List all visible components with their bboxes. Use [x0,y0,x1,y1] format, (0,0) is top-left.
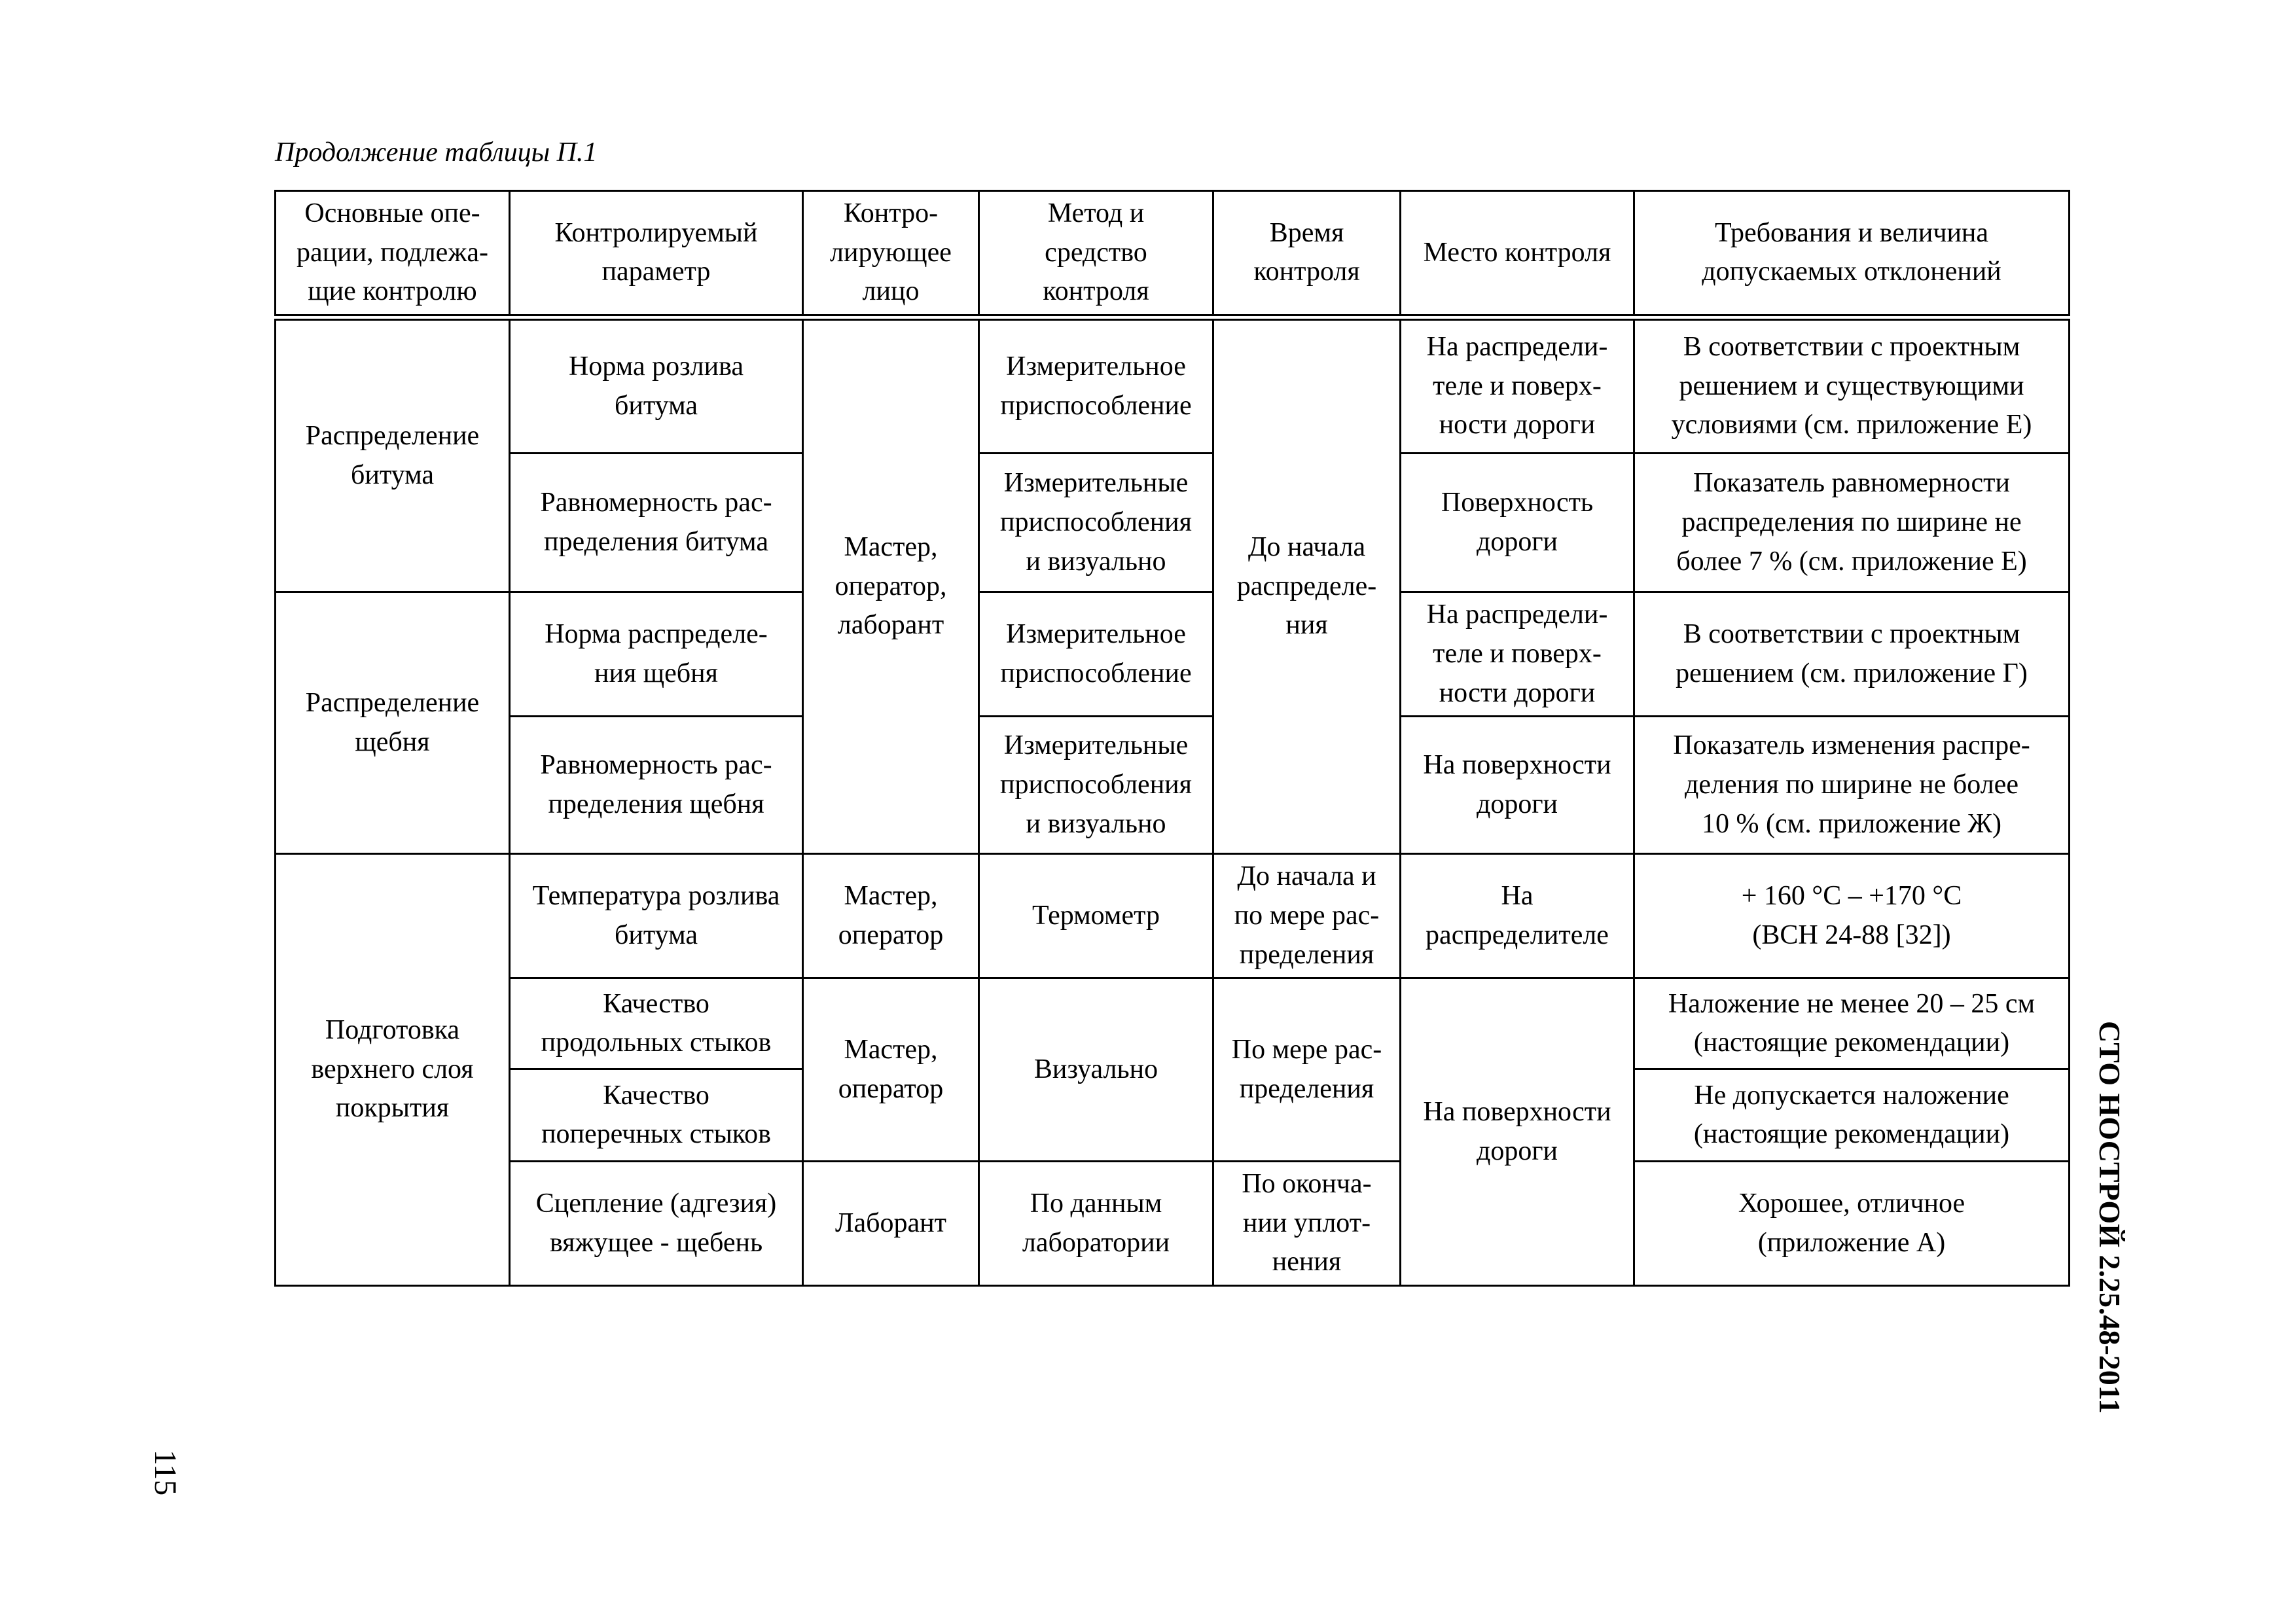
header-requirements: Требования и величина допускаемых отклонений [1634,191,2070,317]
parameter-cell: Качество продольных стыков [510,978,803,1069]
requirement-cell: Показатель равномерности распределения по ширине не более 7 % (см. приложение Е) [1634,454,2070,592]
table-row [276,454,2070,592]
header-controller: Контро- лирующее лицо [803,191,979,317]
parameter-cell: Норма розлива битума [510,317,803,454]
place-cell: На распредели- теле и поверх- ности дороги [1401,592,1634,717]
header-place: Место контроля [1401,191,1634,317]
operation-cell: Подготовка верхнего слоя покрытия [276,854,510,1286]
parameter-cell: Равномерность рас- пределения щебня [510,717,803,854]
control-table [274,190,2070,1287]
table-caption: Продолжение таблицы П.1 [275,137,598,168]
place-cell: Поверхность дороги [1401,454,1634,592]
place-cell: На распределителе [1401,854,1634,978]
page-number: 115 [148,1450,183,1496]
table-row [276,1162,2070,1286]
parameter-cell: Норма распределе- ния щебня [510,592,803,717]
requirement-cell: В соответствии с проектным решением и существующими условиями (см. приложение Е) [1634,317,2070,454]
requirement-cell: Показатель изменения распре- деления по ширине не более 10 % (см. приложение Ж) [1634,717,2070,854]
method-cell: По данным лаборатории [979,1162,1213,1286]
table-row [276,717,2070,854]
operation-cell: Распределение битума [276,317,510,592]
time-cell: По оконча- нии уплот- нения [1213,1162,1401,1286]
requirement-cell: В соответствии с проектным решением (см. приложение Г) [1634,592,2070,717]
method-cell: Визуально [979,978,1213,1162]
requirement-cell: Не допускается наложение (настоящие рекомендации) [1634,1069,2070,1162]
requirement-cell: + 160 °С – +170 °С (ВСН 24-88 [32]) [1634,854,2070,978]
time-cell: До начала и по мере рас- пределения [1213,854,1401,978]
method-cell: Измерительное приспособление [979,317,1213,454]
table-row [276,592,2070,717]
controller-cell: Мастер, оператор [803,854,979,978]
header-parameter: Контролируемый параметр [510,191,803,317]
method-cell: Термометр [979,854,1213,978]
parameter-cell: Температура розлива битума [510,854,803,978]
method-cell: Измерительное приспособление [979,592,1213,717]
place-cell: На поверхности дороги [1401,717,1634,854]
table-row [276,854,2070,978]
requirement-cell: Хорошее, отличное (приложение А) [1634,1162,2070,1286]
header-operations: Основные опе- рации, подлежа- щие контролю [276,191,510,317]
controller-cell: Мастер, оператор, лаборант [803,317,979,854]
method-cell: Измерительные приспособления и визуально [979,717,1213,854]
header-time: Время контроля [1213,191,1401,317]
parameter-cell: Сцепление (адгезия) вяжущее - щебень [510,1162,803,1286]
method-cell: Измерительные приспособления и визуально [979,454,1213,592]
place-cell: На поверхности дороги [1401,978,1634,1286]
parameter-cell: Равномерность рас- пределения битума [510,454,803,592]
operation-cell: Распределение щебня [276,592,510,854]
controller-cell: Мастер, оператор [803,978,979,1162]
time-cell: До начала распределе- ния [1213,317,1401,854]
header-method: Метод и средство контроля [979,191,1213,317]
table-header-row [276,191,2070,317]
controller-cell: Лаборант [803,1162,979,1286]
document-code: СТО НОСТРОЙ 2.25.48-2011 [2093,1021,2126,1414]
time-cell: По мере рас- пределения [1213,978,1401,1162]
place-cell: На распредели- теле и поверх- ности дороги [1401,317,1634,454]
parameter-cell: Качество поперечных стыков [510,1069,803,1162]
table-row [276,978,2070,1069]
requirement-cell: Наложение не менее 20 – 25 см (настоящие рекомендации) [1634,978,2070,1069]
table-row [276,317,2070,454]
